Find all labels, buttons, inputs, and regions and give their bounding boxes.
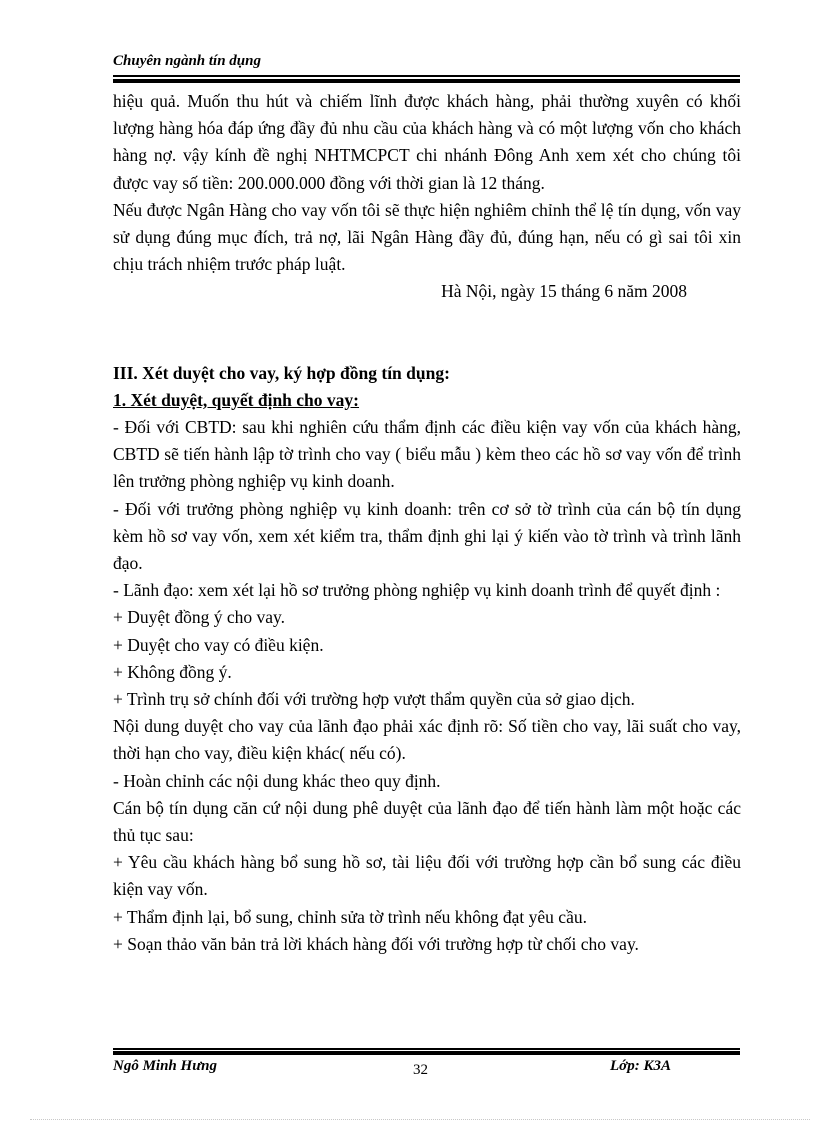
list-item: + Soạn thảo văn bản trả lời khách hàng đối với trường hợp từ chối cho vay. (113, 933, 639, 954)
page-body (113, 88, 741, 958)
date-line: Hà Nội, ngày 15 tháng 6 năm 2008 (441, 281, 687, 302)
list-item: + Không đồng ý. (113, 661, 232, 682)
page-edge-divider (30, 1119, 810, 1120)
list-item: + Duyệt cho vay có điều kiện. (113, 634, 324, 655)
section-heading: III. Xét duyệt cho vay, ký hợp đồng tín dụng: (113, 362, 450, 383)
body-paragraph: Cán bộ tín dụng căn cứ nội dung phê duyệt của lãnh đạo để tiến hành làm một hoặc các thủ tục sau: (113, 797, 741, 846)
body-paragraph: Nếu được Ngân Hàng cho vay vốn tôi sẽ thực hiện nghiêm chỉnh thể lệ tín dụng, vốn vay sử dụng đúng mục đích, trả nợ, lãi Ngân Hàng đầy đủ, đúng hạn, nếu có gì sai tôi xin chịu trách nhiệm trước pháp luật. (113, 199, 741, 275)
list-item: + Trình trụ sở chính đối với trường hợp vượt thẩm quyền của sở giao dịch. (113, 689, 635, 710)
footer-rule-thin (113, 1048, 740, 1050)
body-paragraph: - Đối với trưởng phòng nghiệp vụ kinh doanh: trên cơ sở tờ trình của cán bộ tín dụng kèm hồ sơ vay vốn, xem xét kiểm tra, thẩm định ghi lại ý kiến vào tờ trình và trình lãnh đạo. (113, 498, 741, 574)
footer-rule-thick (113, 1051, 740, 1055)
list-item: + Duyệt đồng ý cho vay. (113, 607, 286, 628)
body-paragraph: Nội dung duyệt cho vay của lãnh đạo phải xác định rõ: Số tiền cho vay, lãi suất cho vay, thời hạn cho vay, điều kiện khác( nếu có). (113, 716, 741, 764)
body-paragraph: - Đối với CBTD: sau khi nghiên cứu thẩm định các điều kiện vay vốn của khách hàng, CBTD sẽ tiến hành lập tờ trình cho vay ( biểu mẫu ) kèm theo các hồ sơ vay vốn để trình lên trưởng phòng nghiệp vụ kinh doanh. (113, 417, 741, 492)
list-item: + Yêu cầu khách hàng bổ sung hồ sơ, tài liệu đối với trường hợp cần bổ sung các điều kiện vay vốn. (113, 852, 741, 900)
footer-class: Lớp: K3A (610, 1058, 671, 1074)
footer-author: Ngô Minh Hưng (113, 1058, 218, 1074)
page-number: 32 (413, 1062, 428, 1078)
spacer (113, 306, 741, 360)
body-paragraph: - Lãnh đạo: xem xét lại hồ sơ trưởng phòng nghiệp vụ kinh doanh trình để quyết định : (113, 580, 721, 601)
header-rule-thick (113, 79, 740, 83)
running-header-title: Chuyên ngành tín dụng (113, 53, 261, 69)
body-paragraph: - Hoàn chỉnh các nội dung khác theo quy định. (113, 770, 441, 791)
list-item: + Thẩm định lại, bổ sung, chỉnh sửa tờ trình nếu không đạt yêu cầu. (113, 906, 587, 927)
body-paragraph: hiệu quả. Muốn thu hút và chiếm lĩnh được khách hàng, phải thường xuyên có khối lượng hàng hóa đáp ứng đầy đủ nhu cầu của khách hàng và có một lượng vốn cho khách hàng nợ. vậy kính đề nghị NHTMCPCT chi nhánh Đông Anh xem xét cho chúng tôi được vay số tiền: 200.000.000 đồng với thời gian là 12 tháng. (113, 91, 741, 193)
header-rule-thin (113, 75, 740, 77)
subsection-heading: 1. Xét duyệt, quyết định cho vay: (113, 389, 359, 410)
